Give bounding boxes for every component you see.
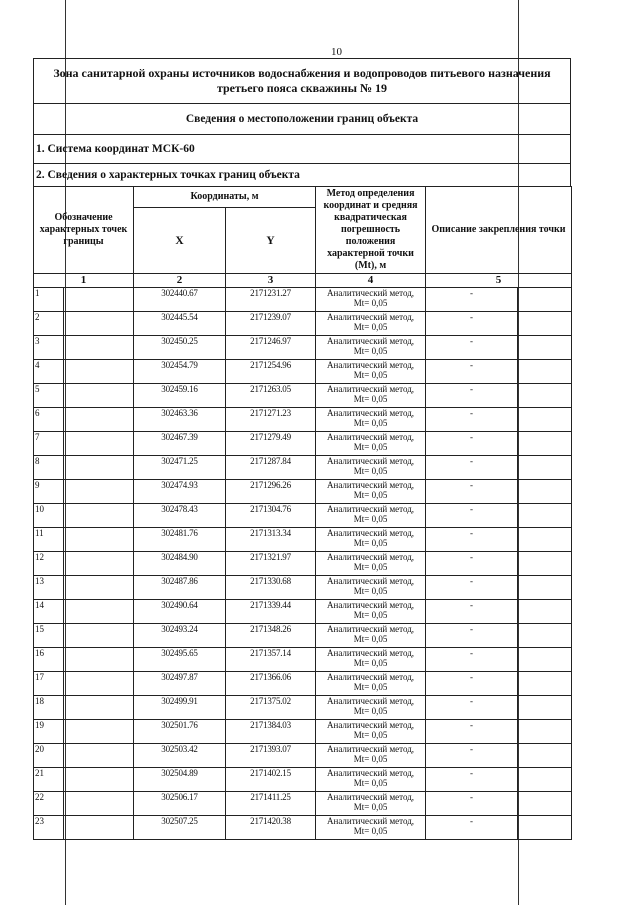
- extra-empty-cell: [518, 504, 572, 528]
- coordinate-x: 302490.64: [134, 600, 226, 624]
- point-number: 13: [34, 576, 64, 600]
- method-line-2: Mt= 0,05: [353, 394, 388, 404]
- points-table: [33, 186, 572, 840]
- column-number-5: 5: [426, 274, 572, 288]
- points-table-body: [34, 288, 572, 840]
- point-empty-cell: [64, 504, 134, 528]
- coordinate-x: 302481.76: [134, 528, 226, 552]
- coordinate-x: 302484.90: [134, 552, 226, 576]
- point-empty-cell: [64, 672, 134, 696]
- method-line-2: Mt= 0,05: [353, 562, 388, 572]
- extra-empty-cell: [518, 312, 572, 336]
- method-line-1: Аналитический метод,: [327, 384, 415, 394]
- extra-empty-cell: [518, 648, 572, 672]
- description-cell: -: [426, 720, 518, 744]
- extra-empty-cell: [518, 288, 572, 312]
- table-row: [34, 504, 572, 528]
- point-number: 2: [34, 312, 64, 336]
- header-designation: Обозначение характерных точек границы: [34, 187, 134, 274]
- extra-empty-cell: [518, 336, 572, 360]
- extra-empty-cell: [518, 696, 572, 720]
- extra-empty-cell: [518, 456, 572, 480]
- method-cell: [316, 480, 426, 504]
- method-line-2: Mt= 0,05: [353, 298, 388, 308]
- extra-empty-cell: [518, 480, 572, 504]
- method-line-1: Аналитический метод,: [327, 600, 415, 610]
- point-empty-cell: [64, 768, 134, 792]
- method-cell: [316, 672, 426, 696]
- extra-empty-cell: [518, 408, 572, 432]
- coordinate-y: 2171375.02: [226, 696, 316, 720]
- method-line-1: Аналитический метод,: [327, 576, 415, 586]
- coordinate-y: 2171231.27: [226, 288, 316, 312]
- table-row: [34, 816, 572, 840]
- point-number: 11: [34, 528, 64, 552]
- coordinate-x: 302454.79: [134, 360, 226, 384]
- method-line-1: Аналитический метод,: [327, 456, 415, 466]
- extra-empty-cell: [518, 528, 572, 552]
- coordinate-x: 302504.89: [134, 768, 226, 792]
- method-cell: [316, 696, 426, 720]
- coordinate-x: 302478.43: [134, 504, 226, 528]
- table-row: [34, 336, 572, 360]
- description-cell: -: [426, 480, 518, 504]
- coordinate-x: 302499.91: [134, 696, 226, 720]
- table-row: [34, 384, 572, 408]
- point-empty-cell: [64, 744, 134, 768]
- coordinate-x: 302471.25: [134, 456, 226, 480]
- description-cell: -: [426, 336, 518, 360]
- coordinate-x: 302506.17: [134, 792, 226, 816]
- method-line-2: Mt= 0,05: [353, 586, 388, 596]
- table-row: [34, 288, 572, 312]
- method-line-2: Mt= 0,05: [353, 538, 388, 548]
- table-row: [34, 360, 572, 384]
- header-method-text: Метод определения координат и средняя квадратическая погрешность положения характерной точки (Mt), м: [323, 188, 418, 271]
- table-row: [34, 792, 572, 816]
- description-cell: -: [426, 384, 518, 408]
- method-cell: [316, 792, 426, 816]
- header-method: [316, 187, 426, 274]
- method-line-1: Аналитический метод,: [327, 528, 415, 538]
- point-number: 9: [34, 480, 64, 504]
- method-line-2: Mt= 0,05: [353, 610, 388, 620]
- description-cell: -: [426, 744, 518, 768]
- method-cell: [316, 624, 426, 648]
- method-line-2: Mt= 0,05: [353, 634, 388, 644]
- coordinate-y: 2171263.05: [226, 384, 316, 408]
- description-cell: -: [426, 528, 518, 552]
- table-row: [34, 696, 572, 720]
- coordinate-y: 2171296.26: [226, 480, 316, 504]
- method-line-1: Аналитический метод,: [327, 360, 415, 370]
- extra-empty-cell: [518, 360, 572, 384]
- method-line-2: Mt= 0,05: [353, 682, 388, 692]
- point-number: 18: [34, 696, 64, 720]
- point-number: 22: [34, 792, 64, 816]
- table-row: [34, 432, 572, 456]
- extra-empty-cell: [518, 552, 572, 576]
- coordinate-y: 2171279.49: [226, 432, 316, 456]
- description-cell: -: [426, 360, 518, 384]
- coordinate-x: 302474.93: [134, 480, 226, 504]
- extra-empty-cell: [518, 720, 572, 744]
- method-cell: [316, 576, 426, 600]
- extra-empty-cell: [518, 792, 572, 816]
- coordinate-y: 2171384.03: [226, 720, 316, 744]
- method-line-2: Mt= 0,05: [353, 754, 388, 764]
- method-line-2: Mt= 0,05: [353, 370, 388, 380]
- table-row: [34, 552, 572, 576]
- description-cell: -: [426, 672, 518, 696]
- coordinate-x: 302487.86: [134, 576, 226, 600]
- table-row: [34, 624, 572, 648]
- coordinate-x: 302501.76: [134, 720, 226, 744]
- point-empty-cell: [64, 648, 134, 672]
- method-line-2: Mt= 0,05: [353, 490, 388, 500]
- description-cell: -: [426, 456, 518, 480]
- method-cell: [316, 816, 426, 840]
- coordinate-y: 2171357.14: [226, 648, 316, 672]
- column-number-1: 1: [34, 274, 134, 288]
- method-line-1: Аналитический метод,: [327, 432, 415, 442]
- extra-empty-cell: [518, 816, 572, 840]
- coordinate-y: 2171339.44: [226, 600, 316, 624]
- coordinate-x: 302467.39: [134, 432, 226, 456]
- description-cell: -: [426, 576, 518, 600]
- method-cell: [316, 648, 426, 672]
- point-number: 15: [34, 624, 64, 648]
- method-cell: [316, 360, 426, 384]
- method-line-2: Mt= 0,05: [353, 706, 388, 716]
- point-empty-cell: [64, 312, 134, 336]
- method-cell: [316, 744, 426, 768]
- method-cell: [316, 384, 426, 408]
- method-line-2: Mt= 0,05: [353, 730, 388, 740]
- document-subtitle: Сведения о местоположении границ объекта: [34, 104, 571, 135]
- method-line-2: Mt= 0,05: [353, 826, 388, 836]
- method-cell: [316, 432, 426, 456]
- coordinate-y: 2171411.25: [226, 792, 316, 816]
- extra-empty-cell: [518, 672, 572, 696]
- points-section-title: 2. Сведения о характерных точках границ объекта: [34, 164, 571, 187]
- coordinate-y: 2171287.84: [226, 456, 316, 480]
- method-line-1: Аналитический метод,: [327, 648, 415, 658]
- description-cell: -: [426, 624, 518, 648]
- point-empty-cell: [64, 288, 134, 312]
- extra-empty-cell: [518, 744, 572, 768]
- column-number-2: 2: [134, 274, 226, 288]
- coordinate-x: 302507.25: [134, 816, 226, 840]
- extra-empty-cell: [518, 384, 572, 408]
- method-cell: [316, 552, 426, 576]
- point-empty-cell: [64, 576, 134, 600]
- description-cell: -: [426, 432, 518, 456]
- header-table: [33, 58, 571, 187]
- coordinate-x: 302495.65: [134, 648, 226, 672]
- method-cell: [316, 456, 426, 480]
- table-row: [34, 672, 572, 696]
- extra-empty-cell: [518, 624, 572, 648]
- point-empty-cell: [64, 336, 134, 360]
- header-description: Описание закрепления точки: [426, 187, 572, 274]
- coordinate-system: 1. Система координат МСК-60: [34, 135, 571, 164]
- coordinate-y: 2171393.07: [226, 744, 316, 768]
- point-empty-cell: [64, 360, 134, 384]
- point-empty-cell: [64, 456, 134, 480]
- document-title: Зона санитарной охраны источников водоснабжения и водопроводов питьевого назначения третьего пояса скважины № 19: [34, 59, 571, 104]
- point-empty-cell: [64, 528, 134, 552]
- coordinate-y: 2171304.76: [226, 504, 316, 528]
- column-number-3: 3: [226, 274, 316, 288]
- description-cell: -: [426, 792, 518, 816]
- description-cell: -: [426, 768, 518, 792]
- coordinate-y: 2171313.34: [226, 528, 316, 552]
- method-line-1: Аналитический метод,: [327, 696, 415, 706]
- method-line-1: Аналитический метод,: [327, 288, 415, 298]
- coordinate-x: 302445.54: [134, 312, 226, 336]
- method-cell: [316, 600, 426, 624]
- method-line-2: Mt= 0,05: [353, 658, 388, 668]
- coordinate-y: 2171321.97: [226, 552, 316, 576]
- point-number: 8: [34, 456, 64, 480]
- extra-empty-cell: [518, 600, 572, 624]
- point-empty-cell: [64, 600, 134, 624]
- description-cell: -: [426, 504, 518, 528]
- point-empty-cell: [64, 432, 134, 456]
- point-number: 23: [34, 816, 64, 840]
- table-row: [34, 600, 572, 624]
- point-empty-cell: [64, 720, 134, 744]
- method-line-1: Аналитический метод,: [327, 552, 415, 562]
- point-empty-cell: [64, 480, 134, 504]
- coordinate-x: 302459.16: [134, 384, 226, 408]
- coordinate-y: 2171402.15: [226, 768, 316, 792]
- method-cell: [316, 768, 426, 792]
- point-empty-cell: [64, 624, 134, 648]
- coordinate-x: 302503.42: [134, 744, 226, 768]
- column-number-4: 4: [316, 274, 426, 288]
- coordinate-y: 2171254.96: [226, 360, 316, 384]
- point-empty-cell: [64, 792, 134, 816]
- table-row: [34, 720, 572, 744]
- table-row: [34, 312, 572, 336]
- method-line-1: Аналитический метод,: [327, 408, 415, 418]
- table-row: [34, 408, 572, 432]
- coordinate-x: 302493.24: [134, 624, 226, 648]
- method-cell: [316, 312, 426, 336]
- point-number: 17: [34, 672, 64, 696]
- point-number: 19: [34, 720, 64, 744]
- method-line-1: Аналитический метод,: [327, 792, 415, 802]
- description-cell: -: [426, 552, 518, 576]
- point-number: 14: [34, 600, 64, 624]
- method-line-2: Mt= 0,05: [353, 346, 388, 356]
- method-line-2: Mt= 0,05: [353, 442, 388, 452]
- point-number: 1: [34, 288, 64, 312]
- method-line-1: Аналитический метод,: [327, 312, 415, 322]
- description-cell: -: [426, 600, 518, 624]
- method-line-2: Mt= 0,05: [353, 802, 388, 812]
- page-number: 10: [331, 46, 342, 58]
- method-line-2: Mt= 0,05: [353, 778, 388, 788]
- point-number: 4: [34, 360, 64, 384]
- point-empty-cell: [64, 696, 134, 720]
- method-line-2: Mt= 0,05: [353, 418, 388, 428]
- coordinate-x: 302497.87: [134, 672, 226, 696]
- point-number: 21: [34, 768, 64, 792]
- coordinate-y: 2171246.97: [226, 336, 316, 360]
- point-number: 10: [34, 504, 64, 528]
- method-line-1: Аналитический метод,: [327, 744, 415, 754]
- method-line-2: Mt= 0,05: [353, 514, 388, 524]
- point-number: 20: [34, 744, 64, 768]
- point-number: 12: [34, 552, 64, 576]
- coordinate-y: 2171348.26: [226, 624, 316, 648]
- method-line-1: Аналитический метод,: [327, 816, 415, 826]
- point-number: 6: [34, 408, 64, 432]
- table-row: [34, 576, 572, 600]
- method-cell: [316, 408, 426, 432]
- header-coordinates: Координаты, м: [134, 187, 316, 208]
- header-x: X: [134, 208, 226, 274]
- method-line-1: Аналитический метод,: [327, 720, 415, 730]
- method-line-1: Аналитический метод,: [327, 336, 415, 346]
- point-number: 3: [34, 336, 64, 360]
- description-cell: -: [426, 288, 518, 312]
- coordinate-y: 2171271.23: [226, 408, 316, 432]
- table-row: [34, 528, 572, 552]
- method-line-1: Аналитический метод,: [327, 504, 415, 514]
- method-cell: [316, 288, 426, 312]
- coordinate-x: 302450.25: [134, 336, 226, 360]
- point-empty-cell: [64, 408, 134, 432]
- description-cell: -: [426, 816, 518, 840]
- point-empty-cell: [64, 384, 134, 408]
- method-cell: [316, 504, 426, 528]
- point-number: 16: [34, 648, 64, 672]
- point-number: 7: [34, 432, 64, 456]
- extra-empty-cell: [518, 432, 572, 456]
- method-line-1: Аналитический метод,: [327, 480, 415, 490]
- table-row: [34, 648, 572, 672]
- method-cell: [316, 528, 426, 552]
- coordinate-x: 302463.36: [134, 408, 226, 432]
- point-empty-cell: [64, 552, 134, 576]
- description-cell: -: [426, 312, 518, 336]
- table-row: [34, 768, 572, 792]
- method-line-2: Mt= 0,05: [353, 322, 388, 332]
- point-number: 5: [34, 384, 64, 408]
- method-line-1: Аналитический метод,: [327, 768, 415, 778]
- table-row: [34, 744, 572, 768]
- method-cell: [316, 720, 426, 744]
- document: [33, 58, 571, 840]
- method-line-2: Mt= 0,05: [353, 466, 388, 476]
- extra-empty-cell: [518, 768, 572, 792]
- coordinate-y: 2171239.07: [226, 312, 316, 336]
- description-cell: -: [426, 696, 518, 720]
- extra-empty-cell: [518, 576, 572, 600]
- coordinate-y: 2171366.06: [226, 672, 316, 696]
- coordinate-y: 2171420.38: [226, 816, 316, 840]
- description-cell: -: [426, 408, 518, 432]
- coordinate-x: 302440.67: [134, 288, 226, 312]
- table-row: [34, 456, 572, 480]
- method-cell: [316, 336, 426, 360]
- point-empty-cell: [64, 816, 134, 840]
- description-cell: -: [426, 648, 518, 672]
- header-y: Y: [226, 208, 316, 274]
- coordinate-y: 2171330.68: [226, 576, 316, 600]
- method-line-1: Аналитический метод,: [327, 672, 415, 682]
- table-row: [34, 480, 572, 504]
- method-line-1: Аналитический метод,: [327, 624, 415, 634]
